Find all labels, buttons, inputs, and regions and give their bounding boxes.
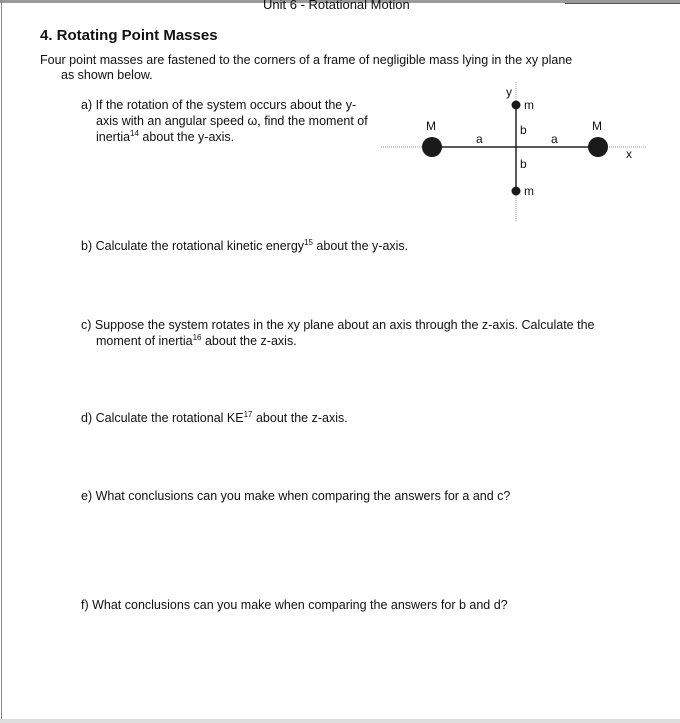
label-M-right: M xyxy=(592,119,602,133)
label-M-left: M xyxy=(426,119,436,133)
question-d: d) Calculate the rotational KE$^{17}$ about the z-axis. xyxy=(81,410,348,425)
page-header: Unit 6 - Rotational Motion xyxy=(263,0,410,12)
question-c-line1: c) Suppose the system rotates in the xy plane about an axis through the z-axis. Calculate the xyxy=(81,318,595,332)
question-a-line2: axis with an angular speed ω, find the moment of xyxy=(96,114,368,128)
intro-line2: as shown below. xyxy=(61,68,153,82)
x-axis-label: x xyxy=(626,147,632,161)
question-e: e) What conclusions can you make when comparing the answers for a and c? xyxy=(81,489,511,503)
label-m-top: m xyxy=(524,98,534,112)
mass-m-bottom xyxy=(512,187,521,196)
label-a-left: a xyxy=(476,132,483,146)
label-b-top: b xyxy=(520,123,527,137)
mass-M-left xyxy=(422,137,442,157)
intro-line1: Four point masses are fastened to the corners of a frame of negligible mass lying in the xy plane xyxy=(40,53,573,67)
question-a-line1: a) If the rotation of the system occurs about the y- xyxy=(81,98,357,112)
question-b: b) Calculate the rotational kinetic energy$^{15}$ about the y-axis. xyxy=(81,238,409,253)
section-title: 4. Rotating Point Masses xyxy=(40,27,218,44)
mass-m-top xyxy=(512,101,521,110)
label-a-right: a xyxy=(551,132,558,146)
mass-M-right xyxy=(588,137,608,157)
y-axis-label: y xyxy=(506,85,512,99)
question-a-line3: inertia$^{14}$ about the y-axis. xyxy=(96,129,235,144)
question-c-line2: moment of inertia$^{16}$ about the z-axis. xyxy=(96,333,297,348)
label-b-bottom: b xyxy=(520,157,527,171)
label-m-bottom: m xyxy=(524,184,534,198)
question-f: f) What conclusions can you make when comparing the answers for b and d? xyxy=(81,598,508,612)
